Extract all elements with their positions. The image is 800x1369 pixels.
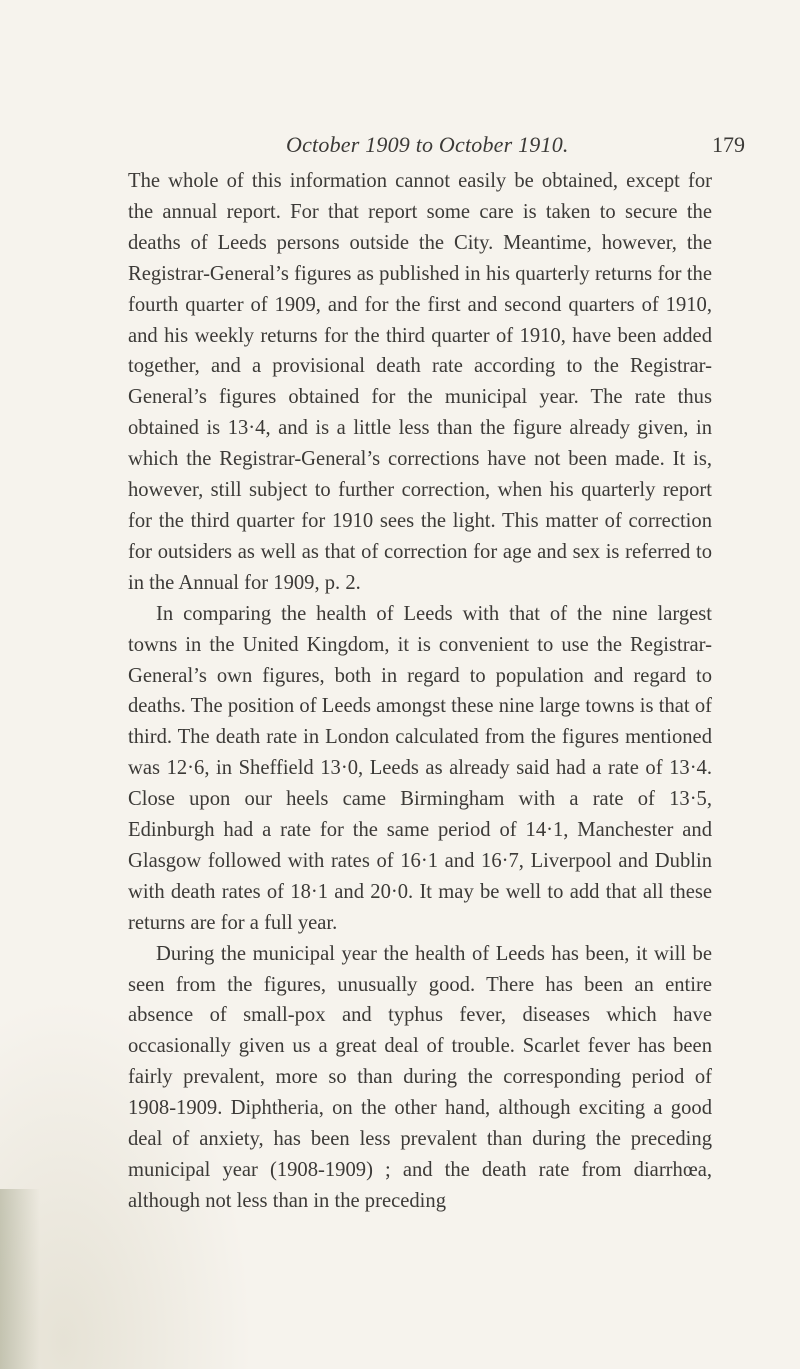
page-number: 179: [712, 132, 745, 157]
body-text: [128, 166, 712, 1217]
paragraph-health: During the municipal year the health of Leeds has been, it will be seen from the figures, unusually good. There has been an entire absence of small-pox and typhus fever, diseases which have occasionally given us a great deal of trouble. Scarlet fever has been fairly prevalent, more so than during the corresponding period of 1908-1909. Diphtheria, on the other hand, although exciting a good deal of anxiety, has been less prevalent than during the preceding municipal year (1908-1909) ; and the death rate from diarrhœa, although not less than in the preceding: [128, 942, 712, 1212]
page-header: [0, 132, 800, 162]
paragraph-information: The whole of this information cannot easily be obtained, except for the annual report. For that report some care is taken to secure the deaths of Leeds persons outside the City. Meantime, however, the Registrar-General’s figures as published in his quarterly returns for the fourth quarter of 1909, and for the first and second quarters of 1910, and his weekly returns for the third quarter of 1910, have been added together, and a provisional death rate according to the Registrar-General’s figures obtained for the municipal year. The rate thus obtained is 13·4, and is a little less than the figure already given, in which the Registrar-General’s corrections have not been made. It is, however, still subject to further correction, when his quarterly report for the third quarter for 1910 sees the light. This matter of correction for outsiders as well as that of correction for age and sex is referred to in the Annual for 1909, p. 2.: [128, 170, 712, 594]
binding-shadow: [0, 1189, 40, 1369]
paragraph-comparison: In comparing the health of Leeds with that of the nine largest towns in the United Kingdom, it is convenient to use the Registrar-General’s own figures, both in regard to population and regard to deaths. The position of Leeds amongst these nine large towns is that of third. The death rate in London calculated from the figures mentioned was 12·6, in Sheffield 13·0, Leeds as already said had a rate of 13·4. Close upon our heels came Birmingham with a rate of 13·5, Edinburgh had a rate for the same period of 14·1, Manchester and Glasgow followed with rates of 16·1 and 16·7, Liverpool and Dublin with death rates of 18·1 and 20·0. It may be well to add that all these returns are for a full year.: [128, 602, 712, 934]
running-title: October 1909 to October 1910.: [286, 132, 569, 157]
